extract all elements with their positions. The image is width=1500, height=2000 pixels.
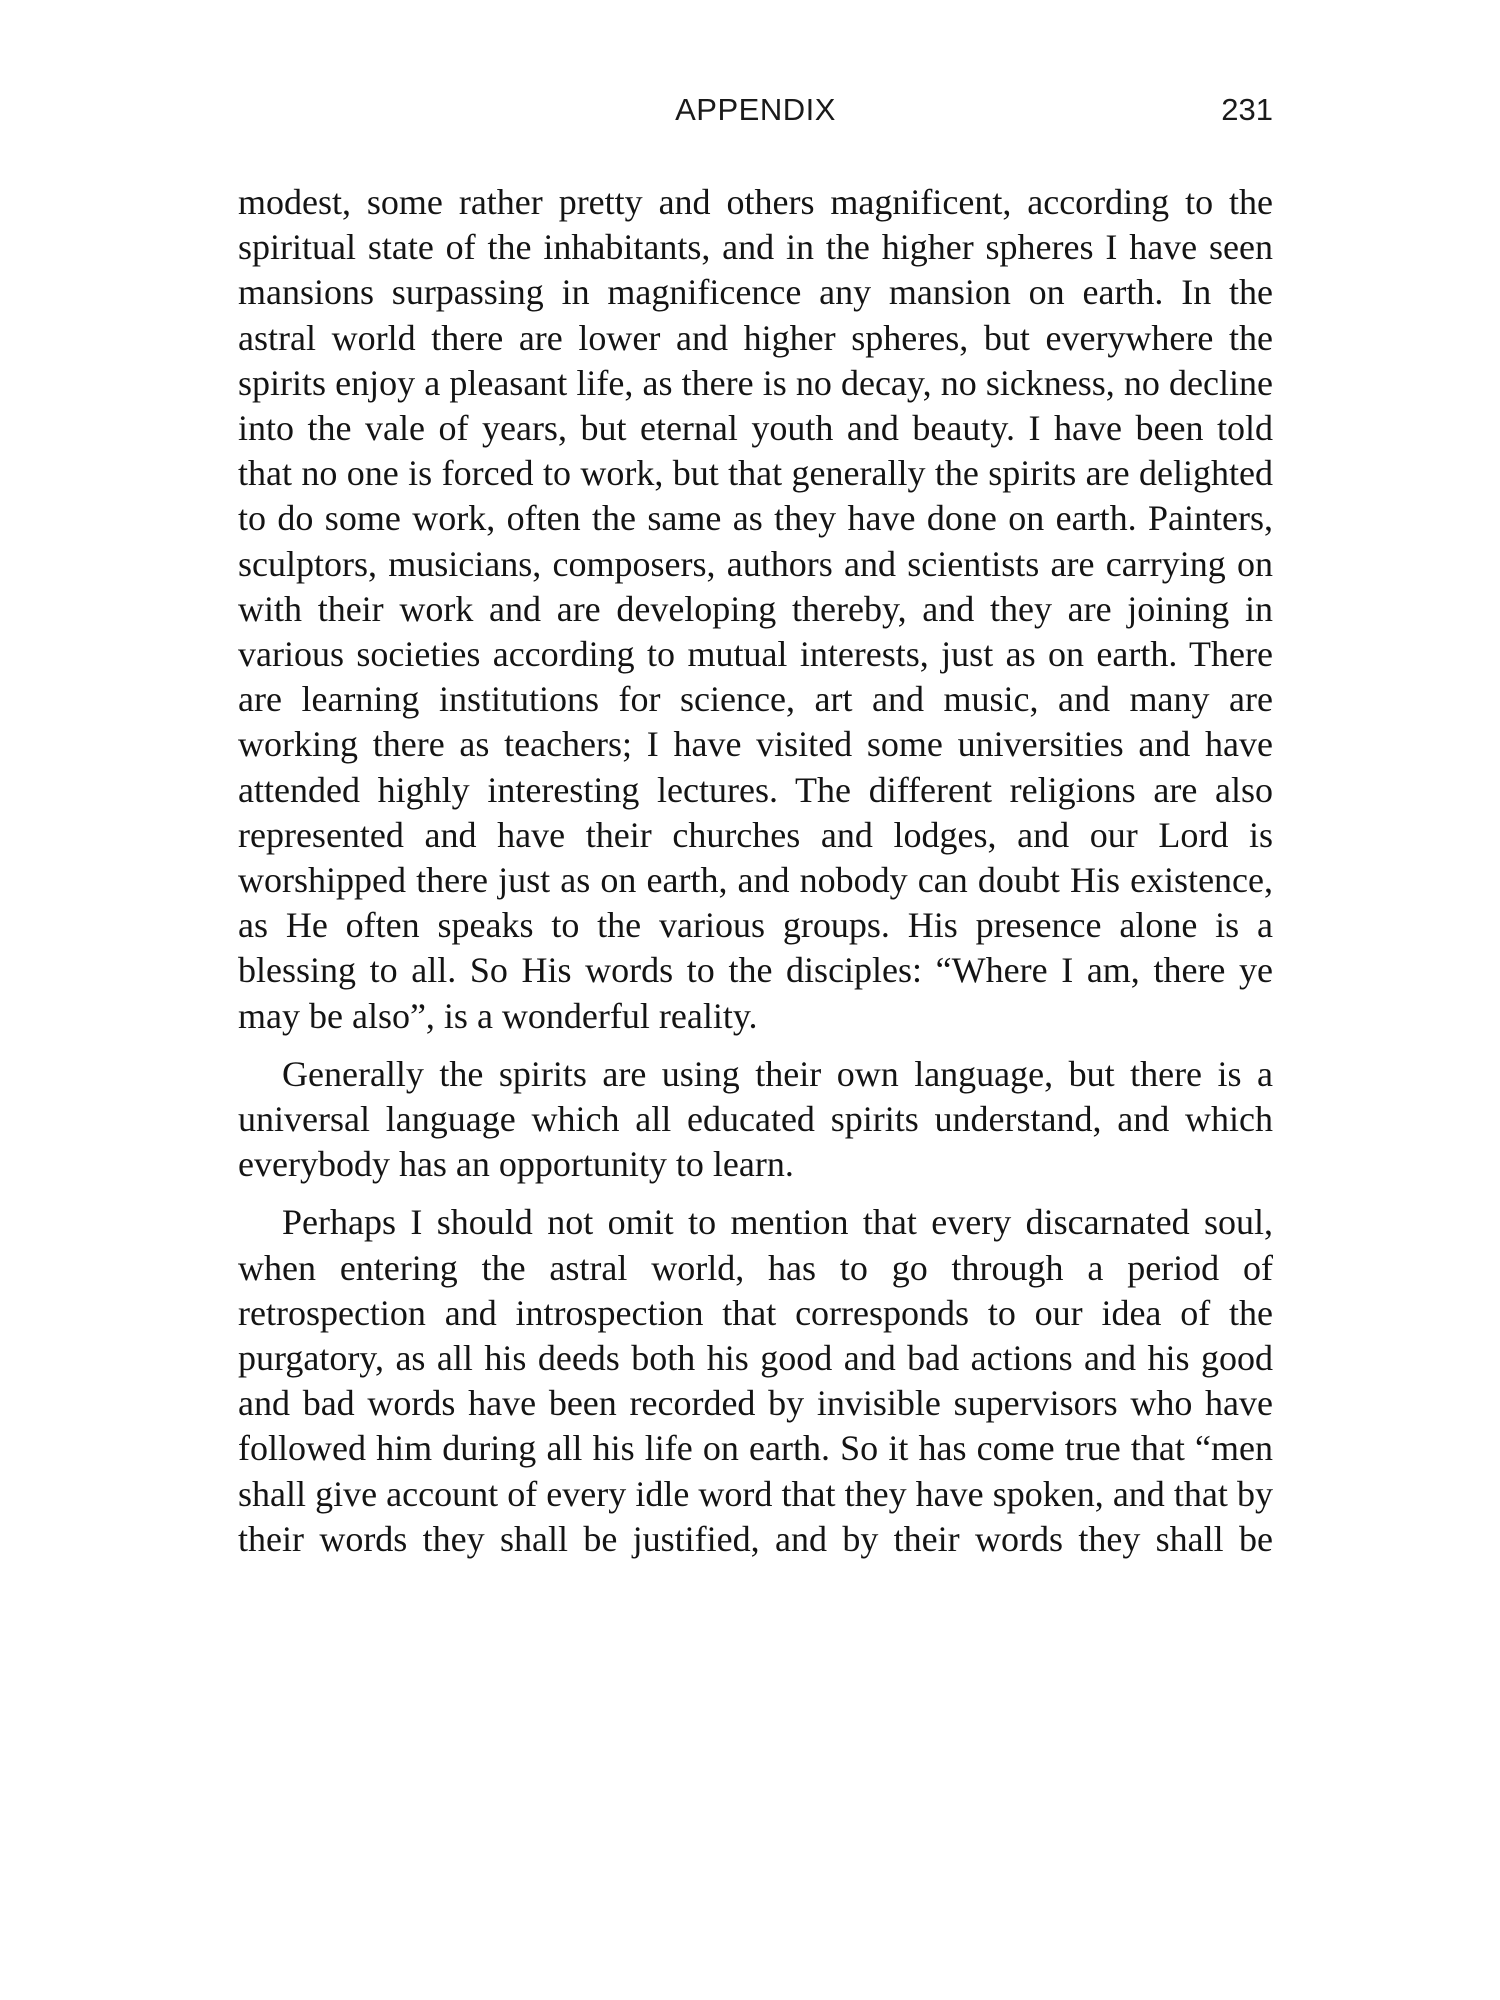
paragraph-2: Generally the spirits are using their own language, but there is a universal language which all educated spirits understand, and which everybody has an opportunity to learn. bbox=[238, 1053, 1273, 1185]
page-title: APPENDIX bbox=[675, 92, 836, 127]
page-number: 231 bbox=[1221, 92, 1273, 127]
paragraph-1: modest, some rather pretty and others magnificent, according to the spiritual state of the inhabitants, and in the higher spheres I have seen mansions surpassing in magnificence any mansion on earth. In the astral world there are lower and higher spheres, but everywhere the spirits enjoy a pleasant life, as there is no decay, no sickness, no decline into the vale of years, but eternal youth and beauty. I have been told that no one is forced to work, but that generally the spirits are delighted to do some work, often the same as they have done on earth. Painters, sculptors, musicians, composers, authors and scientists are carrying on with their work and are developing thereby, and they are joining in various societies according to mutual interests, just as on earth. There are learning institutions for science, art and music, and many are working there as teachers; I have visited some universities and have attended highly interesting lectures. The different religions are also represented and have their churches and lodges, and our Lord is worshipped there just as on earth, and nobody can doubt His existence, as He often speaks to the various groups. His presence alone is a blessing to all. So His words to the disciples: “Where I am, there ye may be also”, is a wonderful reality. bbox=[238, 182, 1273, 1036]
body-text bbox=[238, 180, 1273, 1562]
paragraph-3: Perhaps I should not omit to mention that every discarnated soul, when entering the astral world, has to go through a period of retrospection and introspection that corresponds to our idea of the purgatory, as all his deeds both his good and bad actions and his good and bad words have been recorded by invisible supervisors who have followed him during all his life on earth. So it has come true that “men shall give account of every idle word that they have spoken, and that by their words they shall be justified, and by their words they shall be bbox=[238, 1202, 1273, 1559]
running-head bbox=[238, 90, 1273, 140]
